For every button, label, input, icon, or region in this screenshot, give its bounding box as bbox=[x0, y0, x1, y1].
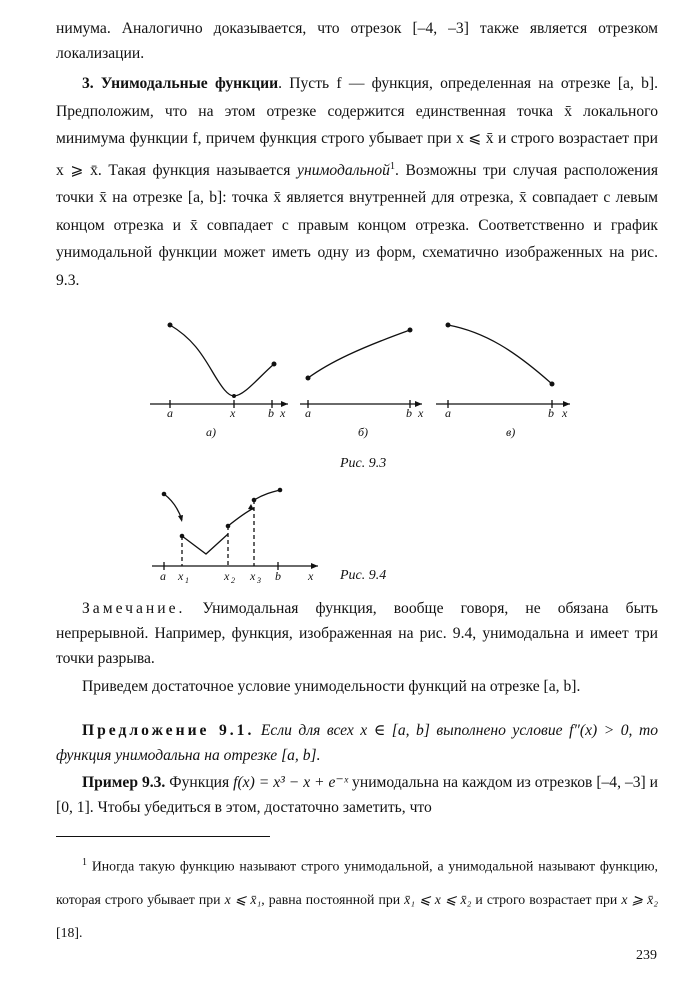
footnote-text-c: и строго возрастает при bbox=[475, 891, 618, 907]
example-formula: f(x) = x³ − x + e⁻ˣ bbox=[233, 774, 349, 791]
fig93-c-a-label: a bbox=[445, 406, 451, 420]
footnote bbox=[56, 846, 658, 949]
fig94-caption: Рис. 9.4 bbox=[340, 568, 387, 583]
footnote-mark: 1 bbox=[82, 857, 87, 868]
footnote-ref: 1 bbox=[389, 160, 395, 172]
example-text-b: унимодальна на каждом из отрезков [–4, –3] и [0, 1]. Чтобы убедиться в этом, достаточно заметить, что bbox=[56, 774, 659, 816]
fig93-a-label: a bbox=[167, 406, 173, 420]
fig94-x2-sub: 2 bbox=[231, 576, 235, 585]
sufficient-paragraph bbox=[56, 674, 658, 699]
proposition-formula: f″(x) > 0, bbox=[569, 722, 633, 739]
fig94-a: a bbox=[160, 569, 166, 583]
proposition-text-a: Если для всех x ∈ [a, b] выполнено условие bbox=[260, 722, 563, 739]
curve-a bbox=[170, 325, 274, 396]
page-number: 239 bbox=[636, 948, 657, 963]
fig94-piece-2 bbox=[182, 534, 228, 554]
fig93-c-x-label: x bbox=[562, 406, 568, 420]
fig93-panel-c: в) bbox=[506, 425, 516, 439]
section-title: 3. Унимодальные функции bbox=[82, 75, 279, 92]
fig93-xbar-label: x bbox=[230, 406, 236, 420]
remark-head: Замечание. bbox=[82, 600, 186, 617]
top-paragraph bbox=[56, 16, 658, 66]
sufficient-text: Приведем достаточное условие унимодельности функций на отрезке [a, b]. bbox=[82, 678, 581, 695]
fig93-panel-b: б) bbox=[358, 425, 369, 439]
section-text-2: . Возможны три случая расположения точки x̄ на отрезке [a, b]: точка x̄ является внутренней для отрезка, x̄ совпадает с левым концом отрезка и x̄ совпадает с правым концом отрезка. Соответственно и график унимодальной функции может иметь одну из форм, схематично изображенных на рис. 9.3. bbox=[56, 161, 659, 289]
footnote-cond-1: x ⩽ x̄₁ bbox=[224, 891, 262, 907]
footnote-cond-3: x ⩾ x̄₂ bbox=[621, 891, 658, 907]
fig93-b-b-label: b bbox=[406, 406, 412, 420]
footnote-text-b: , равна постоянной при bbox=[261, 891, 401, 907]
figure-9-3 bbox=[140, 316, 580, 444]
fig94-x2: x bbox=[224, 569, 230, 583]
fig94-piece-4 bbox=[254, 490, 280, 500]
top-paragraph-text: нимума. Аналогично доказывается, что отрезок [–4, –3] также является отрезком локализации. bbox=[56, 20, 658, 62]
footnote-text-a: Иногда такую функцию называют строго унимодальной, а унимодальной называют функцию, которая строго убывает при bbox=[56, 858, 658, 907]
fig94-x3: x bbox=[250, 569, 256, 583]
proposition-head: Предложение 9.1. bbox=[82, 722, 255, 739]
fig93-x-label: x bbox=[280, 406, 286, 420]
fig94-x: x bbox=[308, 569, 314, 583]
section-unimodal: 3. Унимодальные функции. Пусть f — функция, определенная на отрезке [a, b]. Предположим, что на этом отрезке содержится единственная точка x̄ локального минимума функции f, причем функция строго убывает при x ⩽ x̄ и строго возрастает при x ⩾ x̄. Такая функция называется унимодальной$^1$. Возможны три случая расположения точки x̄ на отрезке [a, b]: точка x̄ является внутренней для отрезка, x̄ совпадает с левым концом отрезка и x̄ совпадает с правым концом отрезка. Соответственно и график унимодальной функции может иметь одну из форм, схематично изображенных на рис. 9.3. bbox=[56, 75, 659, 289]
fig93-caption: Рис. 9.3 bbox=[340, 456, 387, 471]
footnote-text-d: [18]. bbox=[56, 924, 83, 940]
remark-text: Унимодальная функция, вообще говоря, не обязана быть непрерывной. Например, функция, изображенная на рис. 9.4, унимодальна и имеет три точки разрыва. bbox=[56, 600, 659, 667]
fig94-b: b bbox=[275, 569, 281, 583]
fig94-piece-3 bbox=[228, 508, 254, 526]
fig94-x1-sub: 1 bbox=[185, 576, 189, 585]
footnote-cond-2: x̄₁ ⩽ x ⩽ x̄₂ bbox=[404, 891, 472, 907]
fig93-panel-a: а) bbox=[206, 425, 216, 439]
example-head: Пример 9.3. bbox=[82, 774, 166, 791]
fig93-b-x-label: x bbox=[418, 406, 424, 420]
fig93-c-b-label: b bbox=[548, 406, 554, 420]
fig94-x3-sub: 3 bbox=[257, 576, 261, 585]
section-text-1: Пусть f — функция, определенная на отрезке [a, b]. Предположим, что на этом отрезке содержится единственная точка x̄ локального минимума функции f, причем функция строго убывает при x ⩽ x̄ и строго возрастает при x ⩾ x̄. Такая функция называется bbox=[56, 75, 658, 179]
remark bbox=[56, 596, 658, 671]
fig93-b-label: b bbox=[268, 406, 274, 420]
proposition bbox=[56, 718, 658, 768]
figure-9-4 bbox=[146, 484, 326, 588]
example-text-a: Функция bbox=[169, 774, 230, 791]
fig93-b-a-label: a bbox=[305, 406, 311, 420]
curve-b bbox=[308, 330, 410, 378]
curve-c bbox=[448, 325, 552, 384]
footnote-rule bbox=[56, 836, 270, 837]
example bbox=[56, 770, 658, 820]
proposition-text-b: то функция унимодальна на отрезке [a, b]. bbox=[56, 722, 658, 764]
section-term: унимодальной bbox=[297, 161, 390, 179]
fig94-x1: x bbox=[178, 569, 184, 583]
